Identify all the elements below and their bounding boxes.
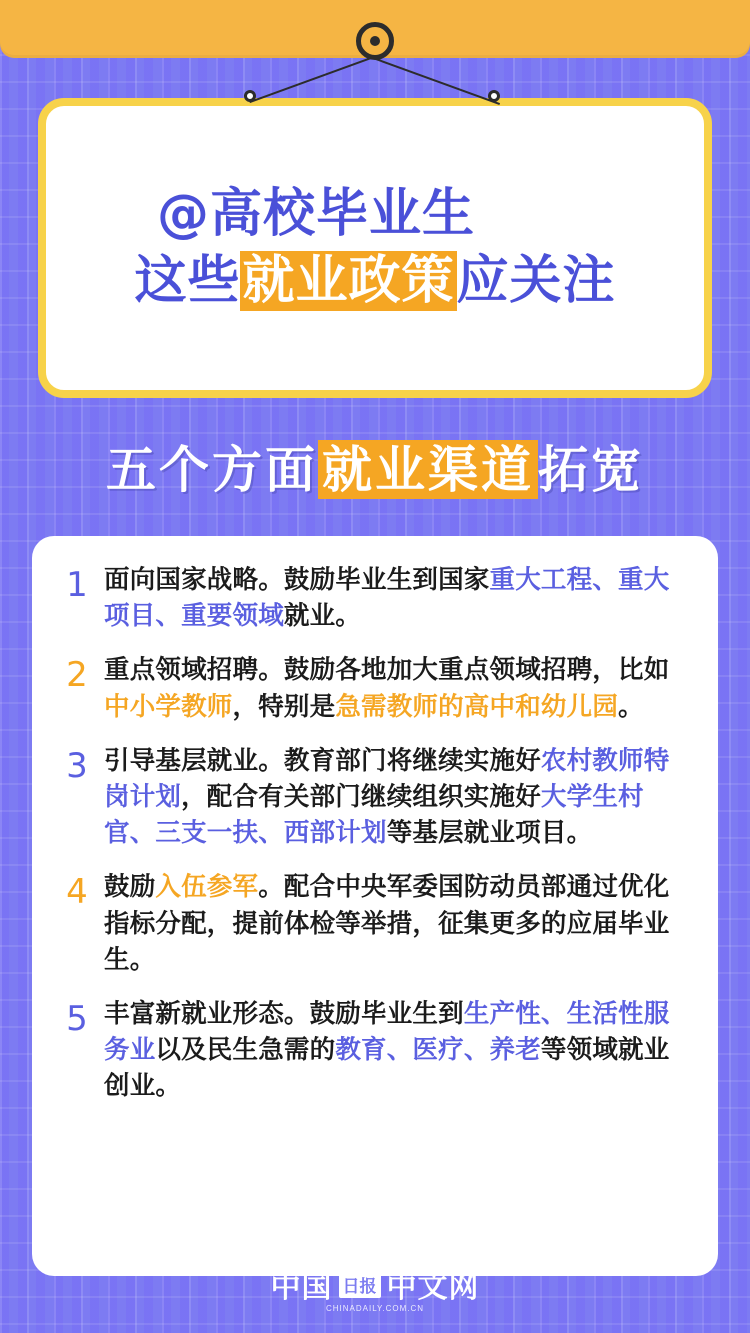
text-part: 等领域就业创业。 xyxy=(104,1035,670,1102)
text-part-highlight: 教育、医疗、养老 xyxy=(335,1035,541,1066)
list-item-text xyxy=(104,743,692,852)
list-item-number: 3 xyxy=(66,745,88,786)
text-part: 等基层就业项目。 xyxy=(386,818,593,849)
text-part: 引导基层就业。教育部门将继续实施好 xyxy=(104,745,541,776)
section-title-highlight: 就业渠道 xyxy=(318,440,538,499)
list-item-text xyxy=(104,996,692,1105)
footer xyxy=(0,1262,750,1313)
list-item xyxy=(50,562,692,634)
text-part: 。配合中央军委国防动员部通过优化指标分配，提前体检等举措，征集更多的应届毕业生。 xyxy=(104,872,670,975)
text-part: 就业。 xyxy=(283,601,362,632)
text-part-highlight: 中小学教师 xyxy=(104,691,233,722)
headline-line-2-prefix: 这些 xyxy=(134,251,241,311)
text-part: 面向国家战略。鼓励毕业生到国家 xyxy=(104,565,490,595)
list-item xyxy=(50,652,692,724)
hanging-ring-icon xyxy=(356,22,394,60)
chinadaily-logo xyxy=(271,1262,480,1306)
text-part: 丰富新就业形态。鼓励毕业生到 xyxy=(104,999,464,1030)
logo-text-cn: 中国 xyxy=(270,1270,333,1305)
headline-line-2-highlight: 就业政策 xyxy=(242,251,455,311)
logo-subtext: CHINADAILY.COM.CN xyxy=(325,1304,425,1313)
text-part: ，特别是 xyxy=(232,691,336,722)
text-part-highlight: 重大工程、重大项目、重要领域 xyxy=(104,565,670,632)
string-peg-right-icon xyxy=(488,90,500,102)
list-item-number: 4 xyxy=(66,872,88,913)
policy-list-card xyxy=(32,536,718,1276)
headline-line-2-suffix: 应关注 xyxy=(456,251,616,311)
section-title-before: 五个方面 xyxy=(106,440,318,499)
section-title xyxy=(0,430,750,502)
list-item-number: 5 xyxy=(66,999,88,1040)
section-title-after: 拓宽 xyxy=(538,440,644,499)
headline-card xyxy=(38,98,712,398)
text-part: ，配合有关部门继续组织实施好 xyxy=(181,782,541,813)
text-part: 鼓励 xyxy=(104,872,156,903)
list-item xyxy=(50,869,692,978)
text-part: 以及民生急需的 xyxy=(155,1035,336,1066)
logo-square-badge: 日报 xyxy=(339,1271,381,1298)
headline-line-2 xyxy=(134,251,615,312)
list-item-number: 2 xyxy=(66,655,88,696)
text-part-highlight: 生产性、生活性服务业 xyxy=(104,999,670,1066)
text-part: 。 xyxy=(618,691,644,722)
list-item xyxy=(50,996,692,1105)
string-peg-left-icon xyxy=(244,90,256,102)
text-part-highlight: 大学生村官、三支一扶、西部计划 xyxy=(104,782,644,849)
text-part: 重点领域招聘。鼓励各地加大重点领域招聘，比如 xyxy=(104,655,670,686)
text-part-highlight: 急需教师的高中和幼儿园 xyxy=(335,691,619,722)
list-item xyxy=(50,743,692,852)
list-item-text xyxy=(104,562,692,634)
list-item-text xyxy=(104,652,692,724)
logo-text-tail: 中文网 xyxy=(386,1270,480,1305)
list-item-number: 1 xyxy=(66,565,88,605)
text-part-highlight: 农村教师特岗计划 xyxy=(104,745,670,813)
text-part-highlight: 入伍参军 xyxy=(155,872,259,903)
list-item-text xyxy=(104,869,692,978)
headline-line-1: @高校毕业生 xyxy=(156,183,475,244)
